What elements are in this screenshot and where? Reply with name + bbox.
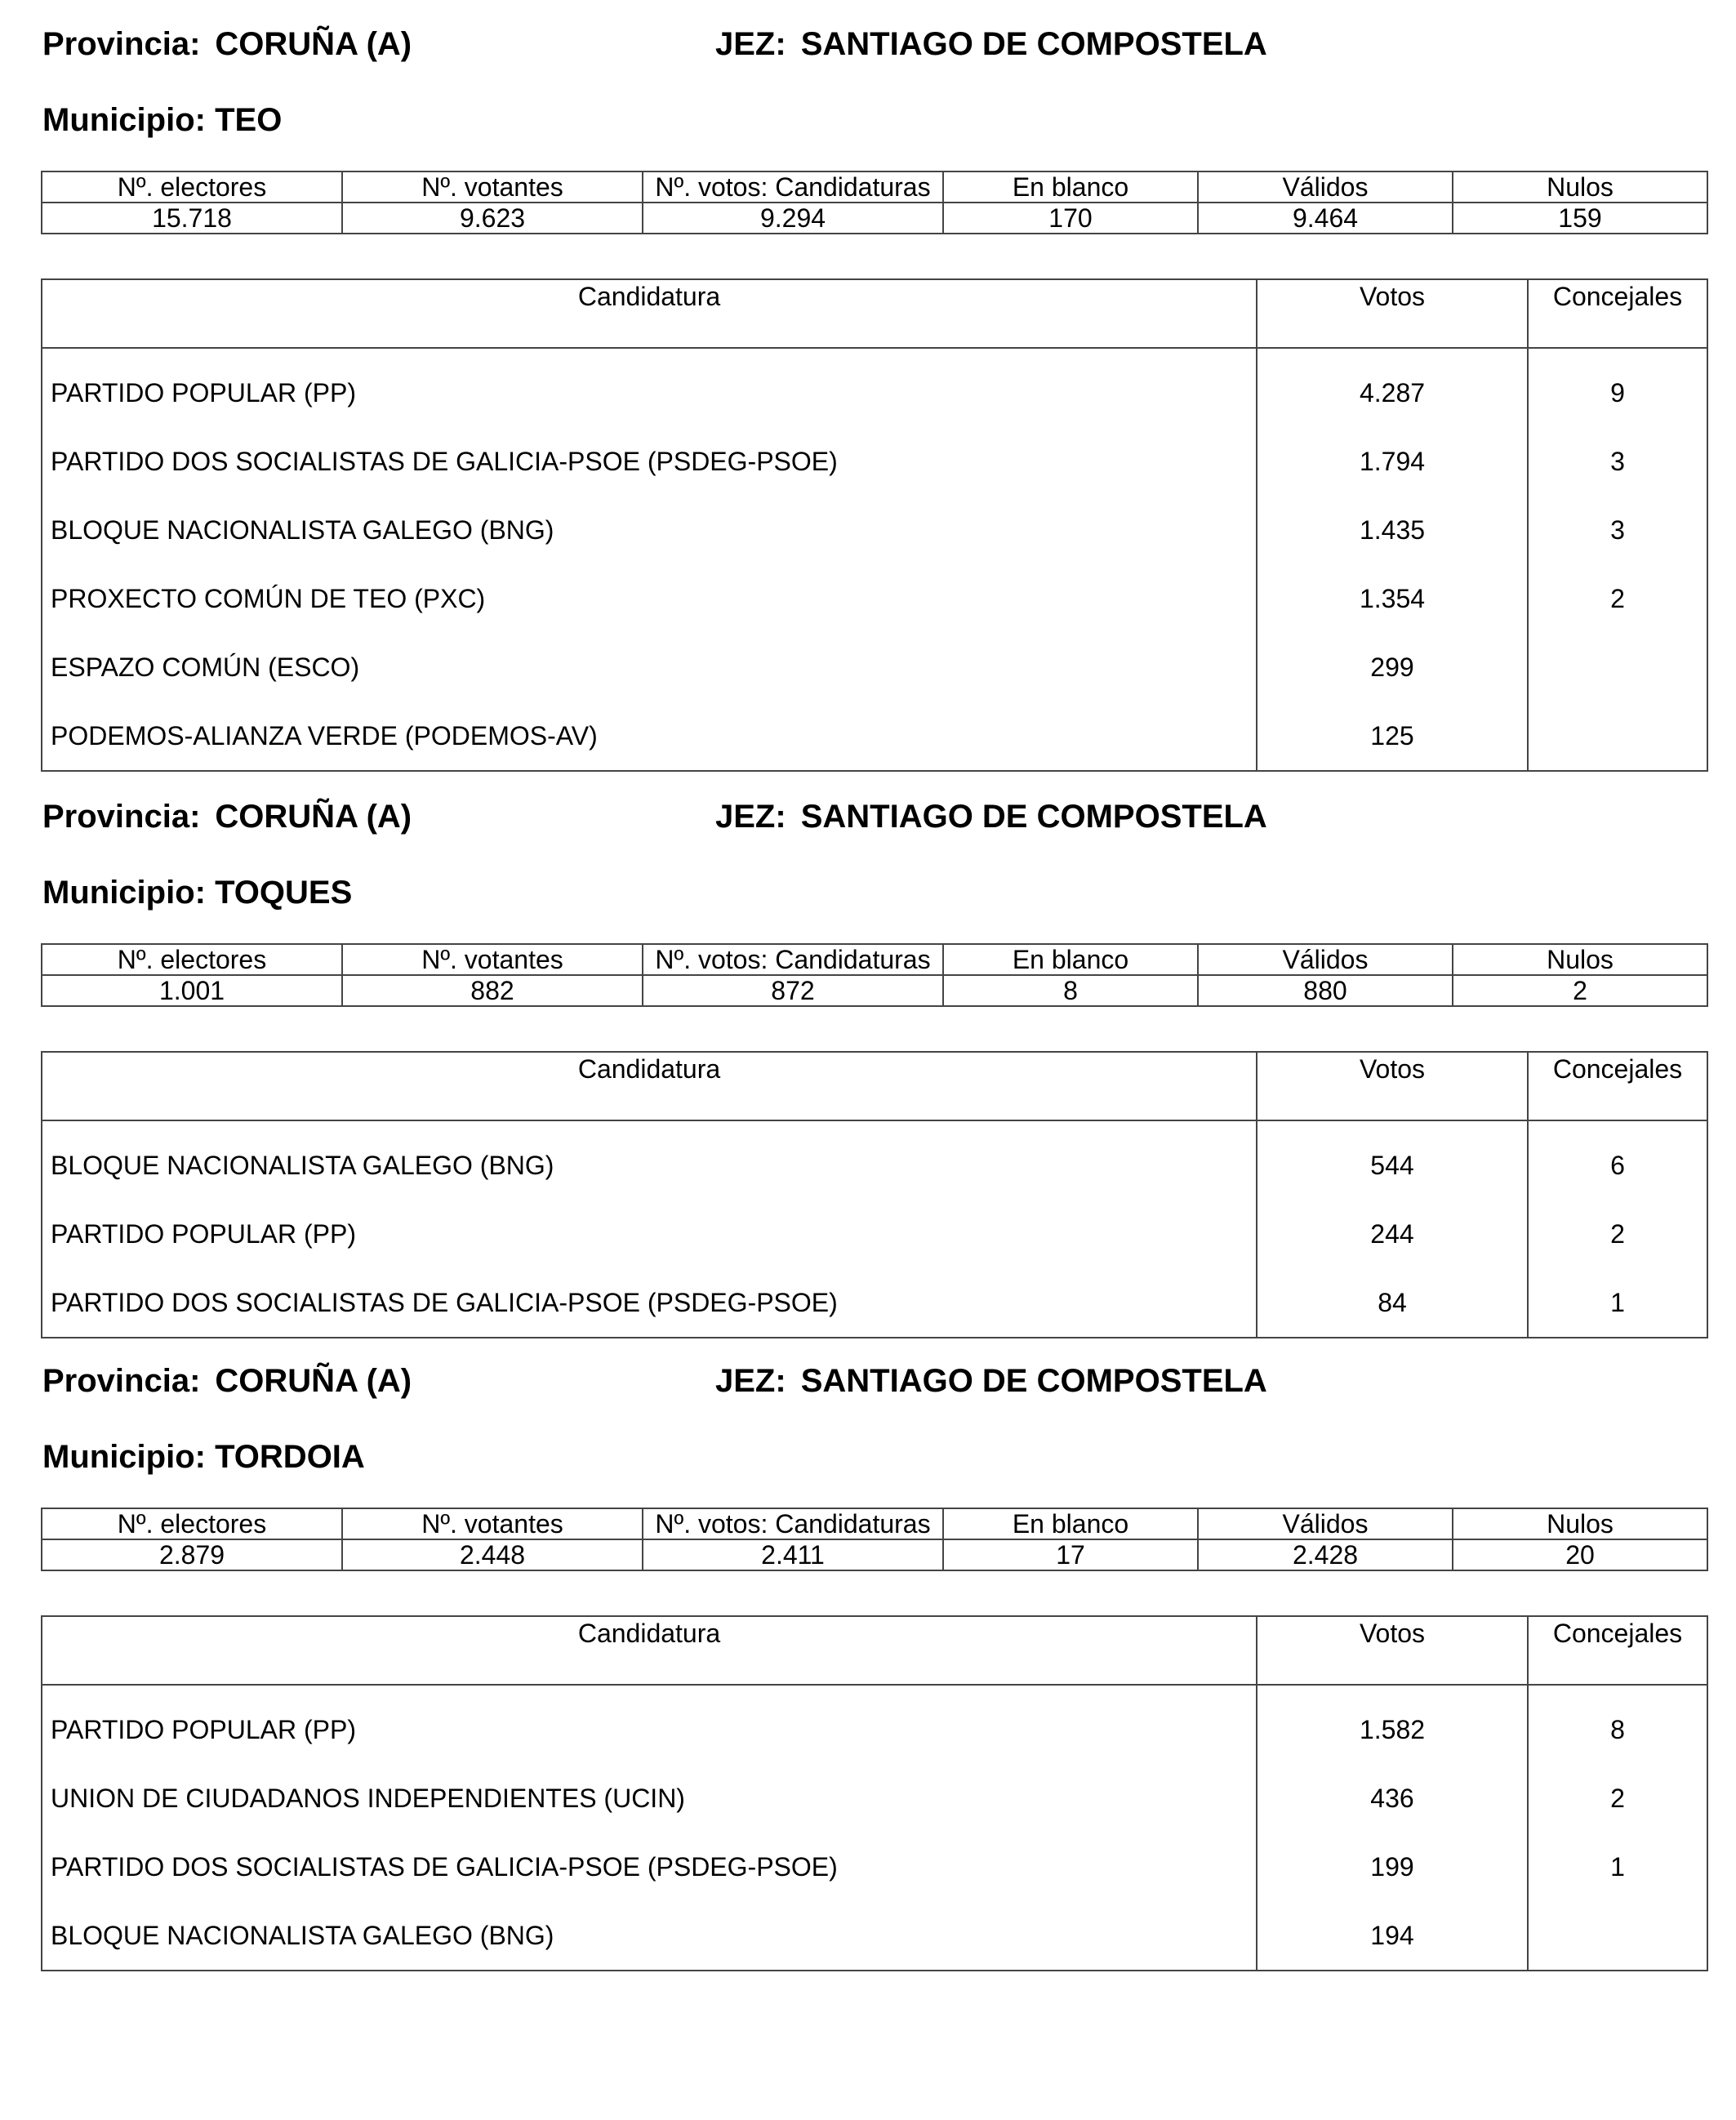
stats-header-cell: En blanco	[943, 171, 1198, 203]
stats-header-row	[42, 1508, 1707, 1539]
candidatura-votos: 436	[1257, 1764, 1528, 1833]
stats-header-cell: Válidos	[1198, 171, 1453, 203]
candidatura-row	[42, 1833, 1707, 1901]
candidatura-votos: 125	[1257, 701, 1528, 771]
candidatura-row	[42, 564, 1707, 633]
provincia-label: Provincia:	[42, 1363, 201, 1399]
candidatura-row	[42, 1901, 1707, 1971]
candidaturas-header-cell: Candidatura	[42, 1616, 1257, 1685]
candidaturas-header-cell: Candidatura	[42, 1052, 1257, 1120]
municipio-heading	[42, 1441, 365, 1473]
candidaturas-table	[41, 1615, 1708, 1971]
candidatura-concejales: 3	[1528, 496, 1707, 564]
stats-value-cell: 9.623	[342, 203, 643, 234]
stats-header-cell: Nº. votantes	[342, 1508, 643, 1539]
candidatura-concejales: 2	[1528, 564, 1707, 633]
candidatura-name: PARTIDO DOS SOCIALISTAS DE GALICIA-PSOE (PSDEG-PSOE)	[42, 1268, 1257, 1338]
candidatura-row	[42, 633, 1707, 701]
candidatura-name: UNION DE CIUDADANOS INDEPENDIENTES (UCIN)	[42, 1764, 1257, 1833]
stats-header-cell: Nº. votos: Candidaturas	[643, 944, 943, 975]
stats-table	[41, 1508, 1708, 1571]
table-spacer	[42, 1120, 1707, 1131]
stats-value-cell: 170	[943, 203, 1198, 234]
municipio-heading	[42, 876, 352, 909]
jez-label: JEZ:	[715, 26, 786, 62]
stats-table	[41, 943, 1708, 1007]
candidatura-concejales: 8	[1528, 1695, 1707, 1764]
stats-header-cell: Nº. electores	[42, 171, 342, 203]
municipio-value: TEO	[215, 102, 283, 138]
jez-value: SANTIAGO DE COMPOSTELA	[800, 1363, 1267, 1399]
provincia-label: Provincia:	[42, 26, 201, 62]
stats-header-cell: Nº. votos: Candidaturas	[643, 1508, 943, 1539]
stats-value-cell: 9.464	[1198, 203, 1453, 234]
candidatura-name: PROXECTO COMÚN DE TEO (PXC)	[42, 564, 1257, 633]
candidatura-row	[42, 701, 1707, 771]
candidaturas-header-cell: Concejales	[1528, 279, 1707, 348]
spacer-cell	[1257, 1685, 1528, 1695]
table-spacer	[42, 1685, 1707, 1695]
candidaturas-table	[41, 1051, 1708, 1338]
spacer-cell	[1528, 348, 1707, 359]
candidaturas-header-cell: Candidatura	[42, 279, 1257, 348]
candidatura-votos: 199	[1257, 1833, 1528, 1901]
municipio-value: TOQUES	[215, 875, 353, 911]
candidatura-concejales: 2	[1528, 1764, 1707, 1833]
candidatura-name: BLOQUE NACIONALISTA GALEGO (BNG)	[42, 496, 1257, 564]
stats-value-cell: 15.718	[42, 203, 342, 234]
candidatura-votos: 544	[1257, 1131, 1528, 1200]
candidaturas-header-cell: Votos	[1257, 1052, 1528, 1120]
candidaturas-header-cell: Concejales	[1528, 1052, 1707, 1120]
candidatura-votos: 1.354	[1257, 564, 1528, 633]
candidatura-concejales: 9	[1528, 359, 1707, 427]
provincia-heading	[42, 28, 412, 60]
stats-header-row	[42, 944, 1707, 975]
candidaturas-header-cell: Votos	[1257, 279, 1528, 348]
stats-header-cell: Nº. votantes	[342, 944, 643, 975]
candidatura-row	[42, 1131, 1707, 1200]
spacer-cell	[1528, 1685, 1707, 1695]
candidatura-name: PARTIDO POPULAR (PP)	[42, 359, 1257, 427]
stats-value-row	[42, 203, 1707, 234]
candidatura-name: PARTIDO POPULAR (PP)	[42, 1200, 1257, 1268]
candidatura-concejales	[1528, 633, 1707, 701]
stats-value-row	[42, 1539, 1707, 1570]
candidatura-concejales	[1528, 701, 1707, 771]
candidatura-votos: 1.582	[1257, 1695, 1528, 1764]
spacer-cell	[42, 1685, 1257, 1695]
table-spacer	[42, 348, 1707, 359]
candidatura-concejales	[1528, 1901, 1707, 1971]
stats-value-cell: 2.879	[42, 1539, 342, 1570]
stats-value-cell: 159	[1453, 203, 1707, 234]
candidatura-row	[42, 1200, 1707, 1268]
candidatura-concejales: 1	[1528, 1833, 1707, 1901]
stats-value-cell: 20	[1453, 1539, 1707, 1570]
jez-label: JEZ:	[715, 1363, 786, 1399]
stats-header-cell: Nulos	[1453, 171, 1707, 203]
candidatura-name: BLOQUE NACIONALISTA GALEGO (BNG)	[42, 1131, 1257, 1200]
candidatura-row	[42, 427, 1707, 496]
stats-value-cell: 2.448	[342, 1539, 643, 1570]
stats-value-cell: 872	[643, 975, 943, 1006]
stats-value-cell: 17	[943, 1539, 1198, 1570]
candidatura-row	[42, 1695, 1707, 1764]
stats-value-row	[42, 975, 1707, 1006]
candidatura-concejales: 1	[1528, 1268, 1707, 1338]
candidaturas-header-row	[42, 1052, 1707, 1120]
stats-value-cell: 9.294	[643, 203, 943, 234]
stats-header-cell: Nulos	[1453, 1508, 1707, 1539]
stats-header-cell: Nº. votantes	[342, 171, 643, 203]
candidaturas-header-cell: Votos	[1257, 1616, 1528, 1685]
spacer-cell	[1528, 1120, 1707, 1131]
provincia-heading	[42, 800, 412, 833]
candidaturas-header-row	[42, 1616, 1707, 1685]
stats-value-cell: 880	[1198, 975, 1453, 1006]
jez-heading	[715, 28, 1267, 60]
spacer-cell	[42, 1120, 1257, 1131]
candidatura-row	[42, 1764, 1707, 1833]
candidatura-name: PARTIDO POPULAR (PP)	[42, 1695, 1257, 1764]
stats-header-cell: Nº. votos: Candidaturas	[643, 171, 943, 203]
candidatura-votos: 1.794	[1257, 427, 1528, 496]
jez-heading	[715, 1365, 1267, 1397]
municipio-value: TORDOIA	[215, 1439, 365, 1475]
stats-header-cell: Nº. electores	[42, 944, 342, 975]
jez-heading	[715, 800, 1267, 833]
candidatura-votos: 299	[1257, 633, 1528, 701]
stats-header-cell: En blanco	[943, 1508, 1198, 1539]
provincia-value: CORUÑA (A)	[215, 1363, 412, 1399]
candidatura-name: PODEMOS-ALIANZA VERDE (PODEMOS-AV)	[42, 701, 1257, 771]
candidatura-name: PARTIDO DOS SOCIALISTAS DE GALICIA-PSOE (PSDEG-PSOE)	[42, 1833, 1257, 1901]
provincia-heading	[42, 1365, 412, 1397]
candidaturas-header-row	[42, 279, 1707, 348]
stats-value-cell: 2.411	[643, 1539, 943, 1570]
jez-value: SANTIAGO DE COMPOSTELA	[800, 799, 1267, 835]
stats-table	[41, 171, 1708, 234]
candidatura-row	[42, 1268, 1707, 1338]
stats-header-cell: Válidos	[1198, 944, 1453, 975]
candidatura-concejales: 2	[1528, 1200, 1707, 1268]
stats-value-cell: 8	[943, 975, 1198, 1006]
candidatura-concejales: 6	[1528, 1131, 1707, 1200]
jez-value: SANTIAGO DE COMPOSTELA	[800, 26, 1267, 62]
spacer-cell	[1257, 348, 1528, 359]
municipio-label: Municipio:	[42, 1439, 206, 1475]
candidatura-row	[42, 359, 1707, 427]
stats-header-row	[42, 171, 1707, 203]
candidaturas-header-cell: Concejales	[1528, 1616, 1707, 1685]
municipio-label: Municipio:	[42, 875, 206, 911]
jez-label: JEZ:	[715, 799, 786, 835]
candidatura-votos: 194	[1257, 1901, 1528, 1971]
municipio-heading	[42, 104, 282, 136]
stats-value-cell: 2.428	[1198, 1539, 1453, 1570]
candidatura-name: ESPAZO COMÚN (ESCO)	[42, 633, 1257, 701]
candidatura-name: BLOQUE NACIONALISTA GALEGO (BNG)	[42, 1901, 1257, 1971]
stats-header-cell: Válidos	[1198, 1508, 1453, 1539]
candidatura-concejales: 3	[1528, 427, 1707, 496]
stats-header-cell: Nº. electores	[42, 1508, 342, 1539]
candidatura-votos: 84	[1257, 1268, 1528, 1338]
spacer-cell	[1257, 1120, 1528, 1131]
stats-header-cell: Nulos	[1453, 944, 1707, 975]
candidaturas-table	[41, 278, 1708, 772]
spacer-cell	[42, 348, 1257, 359]
stats-value-cell: 2	[1453, 975, 1707, 1006]
stats-value-cell: 1.001	[42, 975, 342, 1006]
provincia-label: Provincia:	[42, 799, 201, 835]
candidatura-votos: 1.435	[1257, 496, 1528, 564]
provincia-value: CORUÑA (A)	[215, 26, 412, 62]
stats-value-cell: 882	[342, 975, 643, 1006]
candidatura-name: PARTIDO DOS SOCIALISTAS DE GALICIA-PSOE (PSDEG-PSOE)	[42, 427, 1257, 496]
candidatura-row	[42, 496, 1707, 564]
stats-header-cell: En blanco	[943, 944, 1198, 975]
provincia-value: CORUÑA (A)	[215, 799, 412, 835]
municipio-label: Municipio:	[42, 102, 206, 138]
candidatura-votos: 244	[1257, 1200, 1528, 1268]
candidatura-votos: 4.287	[1257, 359, 1528, 427]
